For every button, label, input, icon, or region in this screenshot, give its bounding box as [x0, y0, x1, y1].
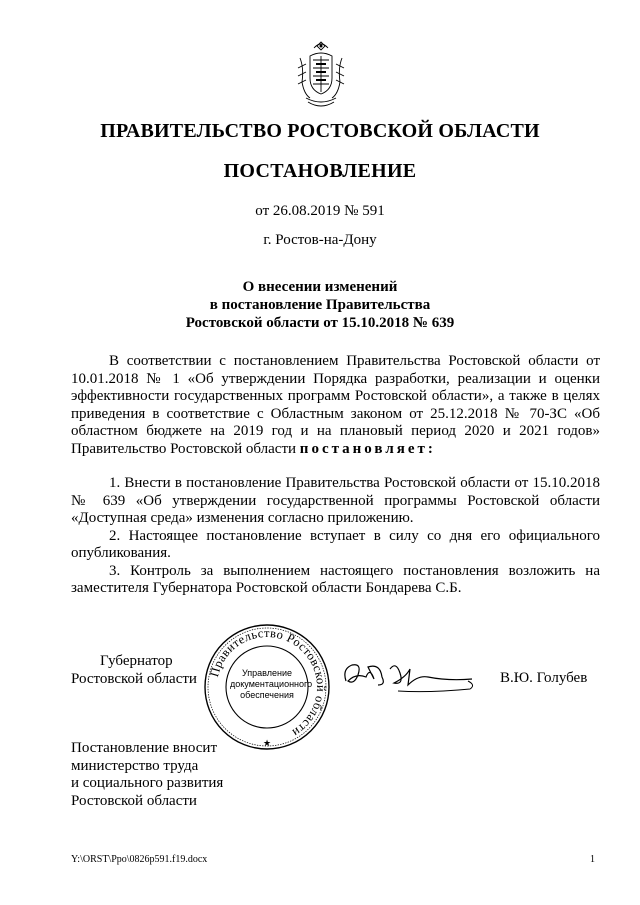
stamp-inner-line: Управление — [241, 668, 293, 678]
decree-item: 2. Настоящее постановление вступает в силу со дня его официального опубликования. — [71, 527, 600, 561]
stamp-inner-line: документационного — [230, 679, 313, 689]
svg-text:★: ★ — [262, 739, 272, 749]
stamp-inner-text — [230, 668, 313, 701]
introduced-by-line: министерство труда — [71, 757, 199, 774]
introduced-by-line: Ростовской области — [71, 792, 197, 809]
subject-line: в постановление Правительства — [209, 297, 431, 313]
signatory-title — [71, 652, 211, 688]
decree-items — [71, 475, 600, 598]
decree-word: постановляет: — [299, 440, 436, 457]
decree-item: 1. Внести в постановление Правительства Ростовской области от 15.10.2018 № 639 «Об утверждении государственной программы Ростовской области «Доступная среда» изменения согласно приложению. — [71, 475, 600, 526]
preamble-text: В соответствии с постановлением Правительства Ростовской области от 10.01.2018 № 1 «Об утверждении Порядка разработки, реализации и оценки эффективности государственных программ Ростовской области», а также в целях приведения в соответствие с Областным законом от 25.12.2018 № 70-ЗС «Об областном бюджете на 2019 год и на плановый период 2020 и 2021 годов» Правительство Ростовской области — [71, 353, 600, 457]
date-and-number: от 26.08.2019 № 591 — [255, 203, 385, 219]
stamp-inner-line: обеспечения — [240, 690, 294, 700]
subject-line: О внесении изменений — [242, 279, 398, 295]
document-type: ПОСТАНОВЛЕНИЕ — [223, 160, 417, 182]
introduced-by-line: и социального развития — [71, 775, 224, 791]
preamble-paragraph — [71, 353, 600, 458]
org-title: ПРАВИТЕЛЬСТВО РОСТОВСКОЙ ОБЛАСТИ — [100, 120, 540, 142]
signatory-name: В.Ю. Голубев — [500, 670, 588, 686]
signatory-title-line: Ростовской области — [71, 671, 197, 687]
introduced-by — [71, 740, 223, 810]
document-subject — [0, 278, 640, 332]
official-stamp — [202, 622, 332, 752]
file-path: Y:\ORST\Ppo\0826p591.f19.docx — [71, 854, 208, 865]
city: г. Ростов-на-Дону — [263, 232, 377, 248]
page-number: 1 — [590, 854, 595, 865]
subject-line: Ростовской области от 15.10.2018 № 639 — [185, 315, 455, 331]
signatory-title-line: Губернатор — [100, 653, 173, 669]
stamp-ring-text: Правительство Ростовской области — [207, 625, 329, 741]
handwritten-signature — [338, 655, 478, 695]
decree-item: 3. Контроль за выполнением настоящего постановления возложить на заместителя Губернатора Ростовской области Бондарева С.Б. — [71, 562, 600, 596]
introduced-by-line: Постановление вносит — [71, 740, 218, 756]
coat-of-arms-emblem — [296, 38, 346, 110]
